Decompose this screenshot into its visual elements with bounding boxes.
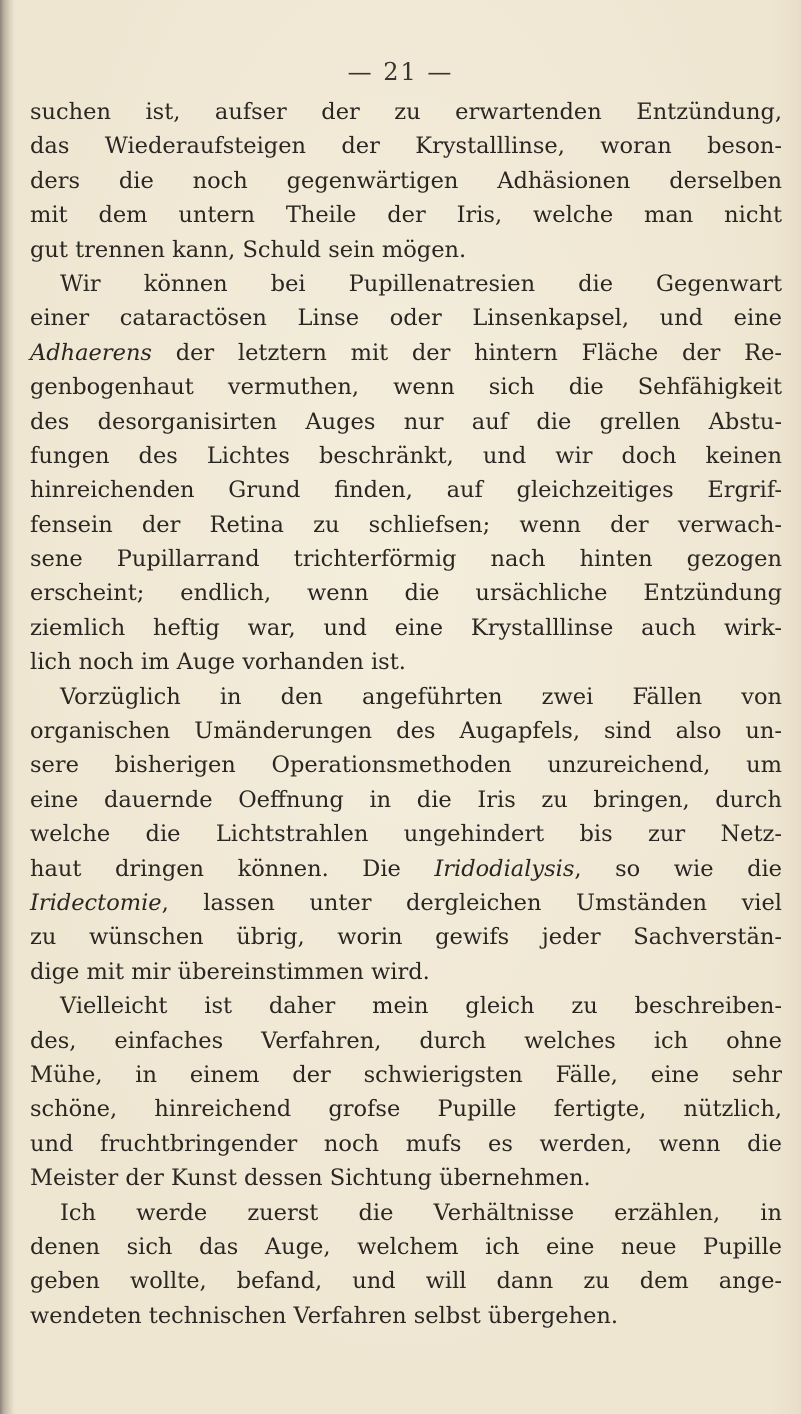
- text-line: welche die Lichtstrahlen ungehindert bis zur Netz-: [30, 821, 782, 848]
- text-line: sere bisherigen Operationsmethoden unzureichend, um: [30, 752, 782, 779]
- text-line: des desorganisirten Auges nur auf die grellen Abstu-: [30, 408, 782, 435]
- text-line: Mühe, in einem der schwierigsten Fälle, eine sehr: [30, 1061, 782, 1088]
- text-line: fensein der Retina zu schliefsen; wenn der verwach-: [30, 511, 782, 538]
- text-line: organischen Umänderungen des Augapfels, sind also un-: [30, 718, 782, 745]
- text-line: [30, 336, 782, 370]
- text-line: schöne, hinreichend grofse Pupille fertigte, nützlich,: [30, 1096, 782, 1123]
- text-line: und fruchtbringender noch mufs es werden, wenn die: [30, 1130, 782, 1157]
- text-line: Wir können bei Pupillenatresien die Gegenwart: [60, 270, 782, 297]
- text-line: Meister der Kunst dessen Sichtung übernehmen.: [30, 1165, 591, 1192]
- text-span: , lassen unter dergleichen Umständen viel: [161, 889, 782, 916]
- text-line: des, einfaches Verfahren, durch welches ich ohne: [30, 1027, 782, 1054]
- text-line: lich noch im Auge vorhanden ist.: [30, 649, 406, 676]
- text-line: gut trennen kann, Schuld sein mögen.: [30, 236, 467, 263]
- text-line: ziemlich heftig war, und eine Krystalllinse auch wirk-: [30, 614, 782, 641]
- italic-term-iridectomie: Iridectomie: [30, 889, 162, 916]
- text-line: Vielleicht ist daher mein gleich zu beschreiben-: [60, 993, 782, 1020]
- text-line: hinreichenden Grund finden, auf gleichzeitiges Ergrif-: [30, 477, 782, 504]
- text-line: [30, 886, 782, 920]
- page-number-header: — 21 —: [347, 58, 454, 86]
- text-line: erscheint; endlich, wenn die ursächliche Entzündung: [30, 580, 782, 607]
- text-line: mit dem untern Theile der Iris, welche man nicht: [30, 202, 782, 229]
- text-line: Vorzüglich in den angeführten zwei Fällen von: [60, 683, 782, 710]
- italic-term-iridodialysis: Iridodialysis: [434, 855, 575, 882]
- text-line: suchen ist, aufser der zu erwartenden Entzündung,: [30, 99, 782, 125]
- text-line: ders die noch gegenwärtigen Adhäsionen derselben: [30, 167, 782, 194]
- body-text: [30, 95, 782, 1333]
- text-span: , so wie die: [574, 855, 782, 882]
- text-line: das Wiederaufsteigen der Krystalllinse, woran beson-: [30, 133, 782, 160]
- text-line: fungen des Lichtes beschränkt, und wir doch keinen: [30, 442, 782, 469]
- text-line: [30, 852, 782, 886]
- text-line: wendeten technischen Verfahren selbst übergehen.: [30, 1302, 619, 1329]
- text-line: denen sich das Auge, welchem ich eine neue Pupille: [30, 1233, 782, 1260]
- text-line: genbogenhaut vermuthen, wenn sich die Sehfähigkeit: [30, 374, 782, 401]
- text-line: geben wollte, befand, und will dann zu dem ange-: [30, 1268, 782, 1295]
- text-line: sene Pupillarrand trichterförmig nach hinten gezogen: [30, 546, 782, 573]
- text-line: eine dauernde Oeffnung in die Iris zu bringen, durch: [30, 786, 782, 813]
- text-line: einer cataractösen Linse oder Linsenkapsel, und eine: [30, 305, 782, 332]
- text-line: Ich werde zuerst die Verhältnisse erzählen, in: [60, 1199, 782, 1226]
- text-line: dige mit mir übereinstimmen wird.: [30, 958, 430, 985]
- text-span: haut dringen können. Die: [30, 855, 435, 882]
- italic-term-adhaerens: Adhaerens: [30, 339, 152, 366]
- page-binding-edge: [0, 0, 14, 1414]
- text-line: zu wünschen übrig, worin gewifs jeder Sachverstän-: [30, 924, 782, 951]
- text-span: der letztern mit der hintern Fläche der Re-: [151, 339, 782, 366]
